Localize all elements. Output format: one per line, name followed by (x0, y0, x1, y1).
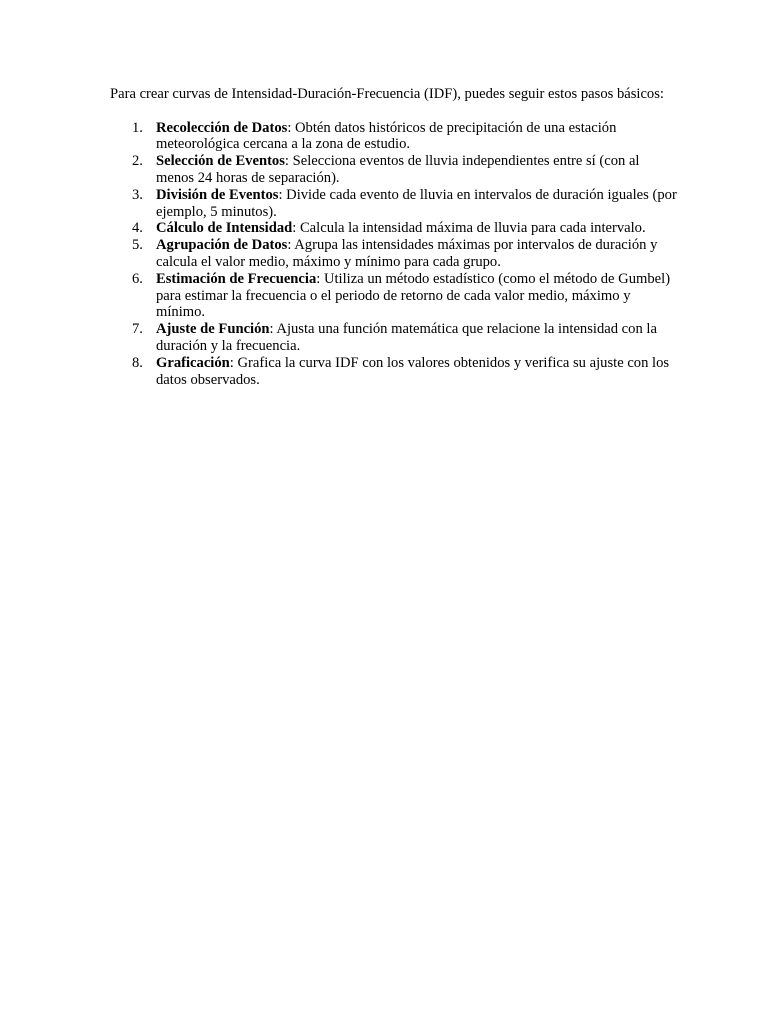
step-number: 3. (132, 186, 143, 203)
step-term: Ajuste de Función (156, 321, 270, 338)
step-description: : Utiliza un método estadístico (como el método de Gumbel) para estimar la frecuencia o el periodo de retorno de cada valor medio, máximo y mínimo. (156, 270, 671, 321)
step-number: 4. (132, 220, 143, 237)
step-term: Estimación de Frecuencia (156, 270, 317, 287)
step-description: : Obtén datos históricos de precipitación de una estación meteorológica cercana a la zona de estudio. (156, 119, 617, 153)
step-description: : Ajusta una función matemática que relacione la intensidad con la duración y la frecuencia. (156, 321, 657, 354)
step-description: : Agrupa las intensidades máximas por intervalos de duración y calcula el valor medio, máximo y mínimo para cada grupo. (156, 237, 658, 270)
step-description: : Divide cada evento de lluvia en intervalos de duración iguales (por ejemplo, 5 minutos). (156, 186, 677, 220)
step-term: Graficación (156, 354, 230, 371)
step-number: 7. (132, 321, 143, 338)
step-description: : Calcula la intensidad máxima de lluvia para cada intervalo. (292, 220, 646, 237)
intro-paragraph: Para crear curvas de Intensidad-Duración-Frecuencia (IDF), puedes seguir estos pasos básicos: (110, 86, 664, 102)
step-number: 1. (132, 119, 143, 136)
step-number: 6. (132, 270, 143, 287)
list-item (132, 321, 680, 355)
step-term: Selección de Eventos (156, 153, 285, 170)
step-term: Agrupación de Datos (156, 237, 288, 254)
document-page (110, 86, 680, 388)
list-item (132, 237, 680, 271)
list-item (132, 270, 680, 321)
step-number: 2. (132, 153, 143, 170)
list-item (132, 119, 680, 154)
step-term: Cálculo de Intensidad (156, 220, 293, 237)
list-item (132, 354, 680, 389)
list-item (132, 153, 680, 187)
step-number: 8. (132, 354, 143, 371)
list-item (132, 220, 680, 237)
step-term: Recolección de Datos (156, 119, 288, 136)
step-description: : Selecciona eventos de lluvia independientes entre sí (con al menos 24 horas de separación). (156, 153, 640, 186)
steps-list (110, 120, 680, 389)
step-number: 5. (132, 237, 143, 254)
list-item (132, 186, 680, 221)
step-description: : Grafica la curva IDF con los valores obtenidos y verifica su ajuste con los datos observados. (156, 354, 670, 388)
step-term: División de Eventos (156, 186, 279, 203)
